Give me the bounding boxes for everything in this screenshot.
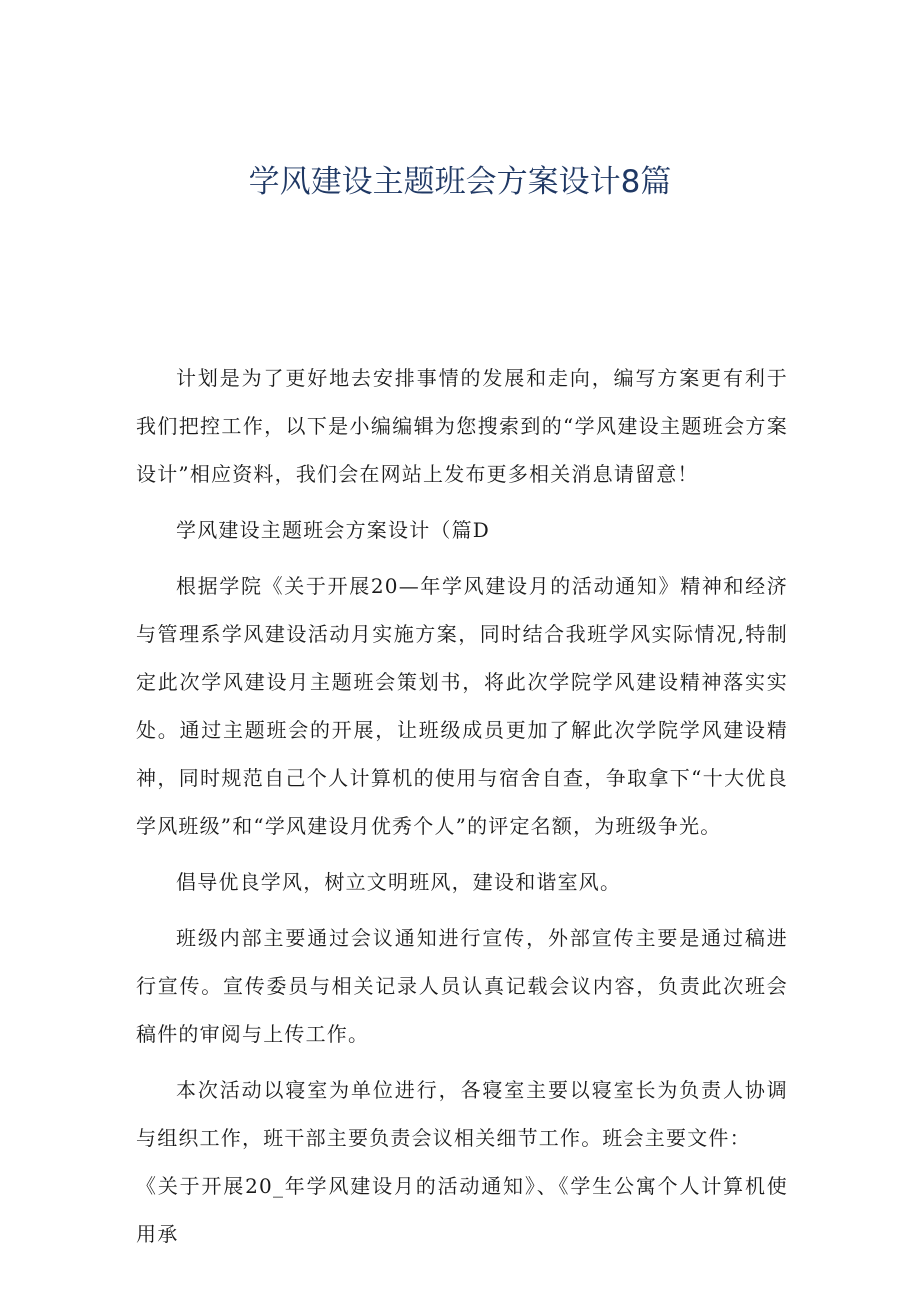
documents-list-paragraph: 《关于开展20_年学风建设月的活动通知》、《学生公寓个人计算机使用承 <box>136 1174 788 1246</box>
publicity-paragraph: 班级内部主要通过会议通知进行宣传，外部宣传主要是通过稿进行宣传。宣传委员与相关记录人员认真记载会议内容，负责此次班会稿件的审阅与上传工作。 <box>136 926 788 1046</box>
section-heading: 学风建设主题班会方案设计（篇D <box>176 518 491 542</box>
background-paragraph: 根据学院《关于开展20—年学风建设月的活动通知》精神和经济与管理系学风建设活动月实施方案，同时结合我班学风实际情况,特制定此次学风建设月主题班会策划书，将此次学院学风建设精神落实实处。通过主题班会的开展，让班级成员更加了解此次学院学风建设精神，同时规范自己个人计算机的使用与宿舍自查，争取拿下“十大优良学风班级”和“学风建设月优秀个人”的评定名额，为班级争光。 <box>136 574 788 838</box>
document-title: 学风建设主题班会方案设计8篇 <box>248 164 672 200</box>
intro-paragraph: 计划是为了更好地去安排事情的发展和走向，编写方案更有利于我们把控工作，以下是小编编辑为您搜索到的“学风建设主题班会方案设计”相应资料，我们会在网站上发布更多相关消息请留意！ <box>136 366 788 486</box>
theme-paragraph: 倡导优良学风，树立文明班风，建设和谐室风。 <box>176 870 622 894</box>
organization-paragraph: 本次活动以寝室为单位进行，各寝室主要以寝室长为负责人协调与组织工作，班干部主要负责会议相关细节工作。班会主要文件： <box>136 1078 788 1150</box>
document-body <box>136 354 788 1258</box>
